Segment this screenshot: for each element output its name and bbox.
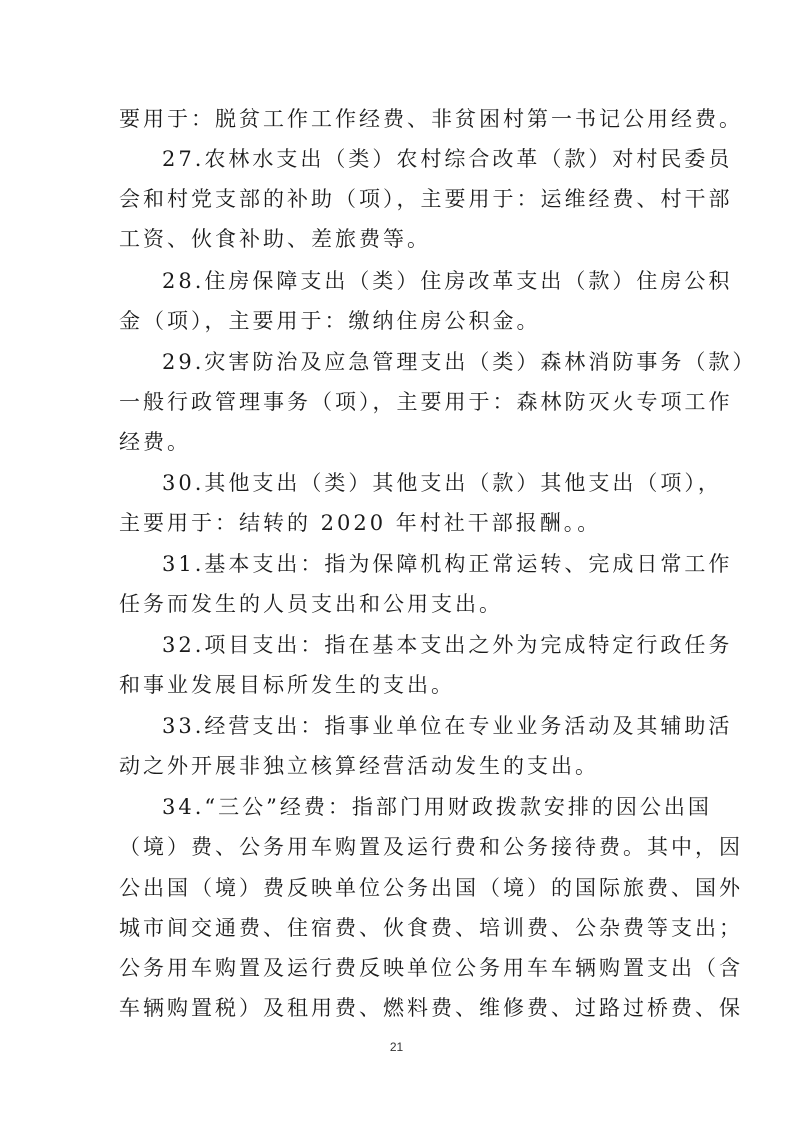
text-line: 城市间交通费、住宿费、伙食费、培训费、公杂费等支出； [119, 916, 743, 940]
text-line: 一般行政管理事务（项），主要用于：森林防灭火专项工作 [119, 390, 733, 414]
text-line: （境）费、公务用车购置及运行费和公务接待费。其中，因 [119, 835, 743, 859]
text-line: 车辆购置税）及租用费、燃料费、维修费、过路过桥费、保 [119, 996, 743, 1020]
text-line: 公务用车购置及运行费反映单位公务用车车辆购置支出（含 [119, 956, 743, 980]
paragraph-30-line-1: 30.其他支出（类）其他支出（款）其他支出（项）， [162, 471, 722, 495]
paragraph-27-line-1: 27.农林水支出（类）农村综合改革（款）对村民委员 [162, 147, 733, 171]
text-line: 任务而发生的人员支出和公用支出。 [119, 592, 503, 616]
paragraph-34-line-1: 34.“三公”经费：指部门用财政拨款安排的因公出国 [162, 795, 712, 819]
text-line: 公出国（境）费反映单位公务出国（境）的国际旅费、国外 [119, 876, 743, 900]
text-line: 动之外开展非独立核算经营活动发生的支出。 [119, 754, 599, 778]
text-line: 要用于：脱贫工作工作经费、非贫困村第一书记公用经费。 [119, 107, 743, 131]
text-line: 金（项），主要用于：缴纳住房公积金。 [119, 309, 541, 333]
text-line: 经费。 [119, 430, 191, 454]
paragraph-28-line-1: 28.住房保障支出（类）住房改革支出（款）住房公积 [162, 269, 733, 293]
page-number: 21 [389, 1040, 404, 1054]
paragraph-29-line-1: 29.灾害防治及应急管理支出（类）森林消防事务（款） [162, 350, 757, 374]
paragraph-31-line-1: 31.基本支出：指为保障机构正常运转、完成日常工作 [162, 552, 733, 576]
text-line: 主要用于：结转的 2020 年村社干部报酬。。 [119, 511, 602, 535]
text-line: 会和村党支部的补助（项），主要用于：运维经费、村干部 [119, 187, 733, 211]
paragraph-33-line-1: 33.经营支出：指事业单位在专业业务活动及其辅助活 [162, 714, 733, 738]
text-line: 工资、伙食补助、差旅费等。 [119, 227, 431, 251]
text-line: 和事业发展目标所发生的支出。 [119, 673, 455, 697]
paragraph-32-line-1: 32.项目支出：指在基本支出之外为完成特定行政任务 [162, 633, 733, 657]
